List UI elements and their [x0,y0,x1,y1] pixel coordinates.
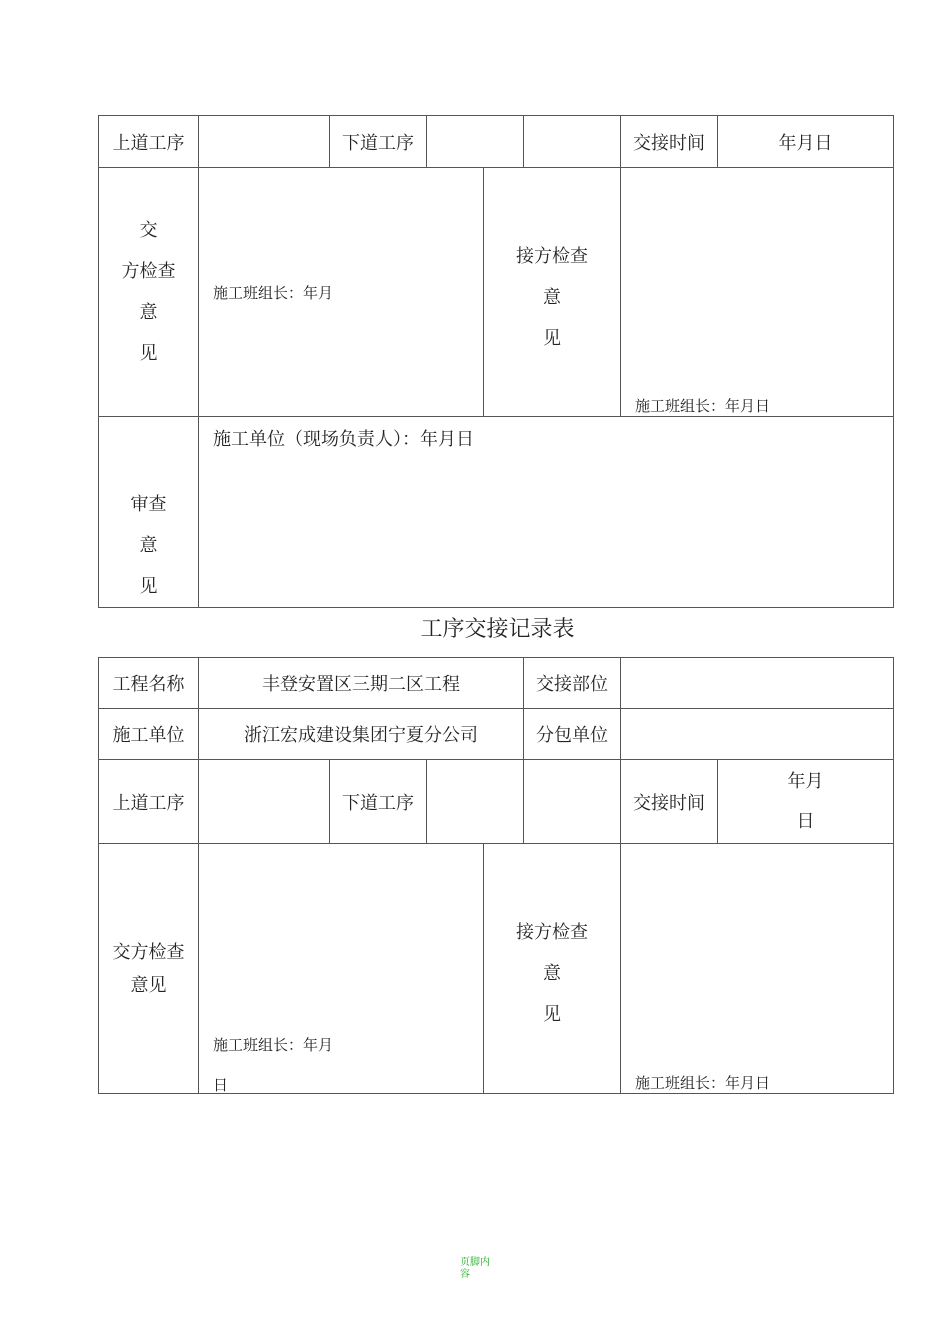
receiver-opinion-cell[interactable] [621,844,894,1094]
review-signature: 施工单位（现场负责人）：年月日 [213,429,474,450]
next-process-value[interactable] [427,760,524,844]
receiver-leader-signature: 施工班组长：年月日 [635,1074,771,1092]
review-opinion-cell[interactable] [199,417,894,608]
construction-unit-label: 施工单位 [99,709,199,760]
receiver-leader-signature: 施工班组长：年月日 [635,397,771,415]
prev-process-value[interactable] [199,116,330,168]
form-title: 工序交接记录表 [420,617,575,642]
giver-leader-signature: 施工班组长：年月 [213,1036,334,1054]
next-process-label: 下道工序 [330,760,427,844]
subcontract-unit-label: 分包单位 [524,709,621,760]
handover-part-label: 交接部位 [524,658,621,709]
handover-table-2 [98,657,894,1094]
giver-leader-signature: 施工班组长：年月 [213,283,334,302]
review-opinion-label: 审查 意 见 [99,417,199,608]
next-process-label: 下道工序 [330,116,427,168]
handover-table-1 [98,115,894,608]
project-name-value[interactable]: 丰登安置区三期二区工程 [199,658,524,709]
next-process-extra[interactable] [524,116,621,168]
next-process-extra[interactable] [524,760,621,844]
receiver-opinion-label: 接方检查 意 见 [484,844,621,1094]
receiver-opinion-label: 接方检查 意 见 [484,168,621,417]
subcontract-unit-value[interactable] [621,709,894,760]
prev-process-value[interactable] [199,760,330,844]
handover-time-label: 交接时间 [621,760,718,844]
construction-unit-value[interactable]: 浙江宏成建设集团宁夏分公司 [199,709,524,760]
giver-opinion-cell[interactable] [199,844,484,1094]
giver-opinion-label: 交方检查 意见 [99,844,199,1094]
handover-part-value[interactable] [621,658,894,709]
prev-process-label: 上道工序 [99,760,199,844]
handover-date[interactable]: 年月日 [718,116,894,168]
handover-time-label: 交接时间 [621,116,718,168]
receiver-opinion-cell[interactable] [621,168,894,417]
next-process-value[interactable] [427,116,524,168]
prev-process-label: 上道工序 [99,116,199,168]
handover-date[interactable]: 年月 日 [718,760,894,844]
page-footer: 页脚内容 [460,1257,490,1280]
giver-opinion-cell[interactable] [199,168,484,417]
project-name-label: 工程名称 [99,658,199,709]
giver-opinion-label: 交 方检查 意 见 [99,168,199,417]
giver-leader-day: 日 [213,1076,229,1094]
